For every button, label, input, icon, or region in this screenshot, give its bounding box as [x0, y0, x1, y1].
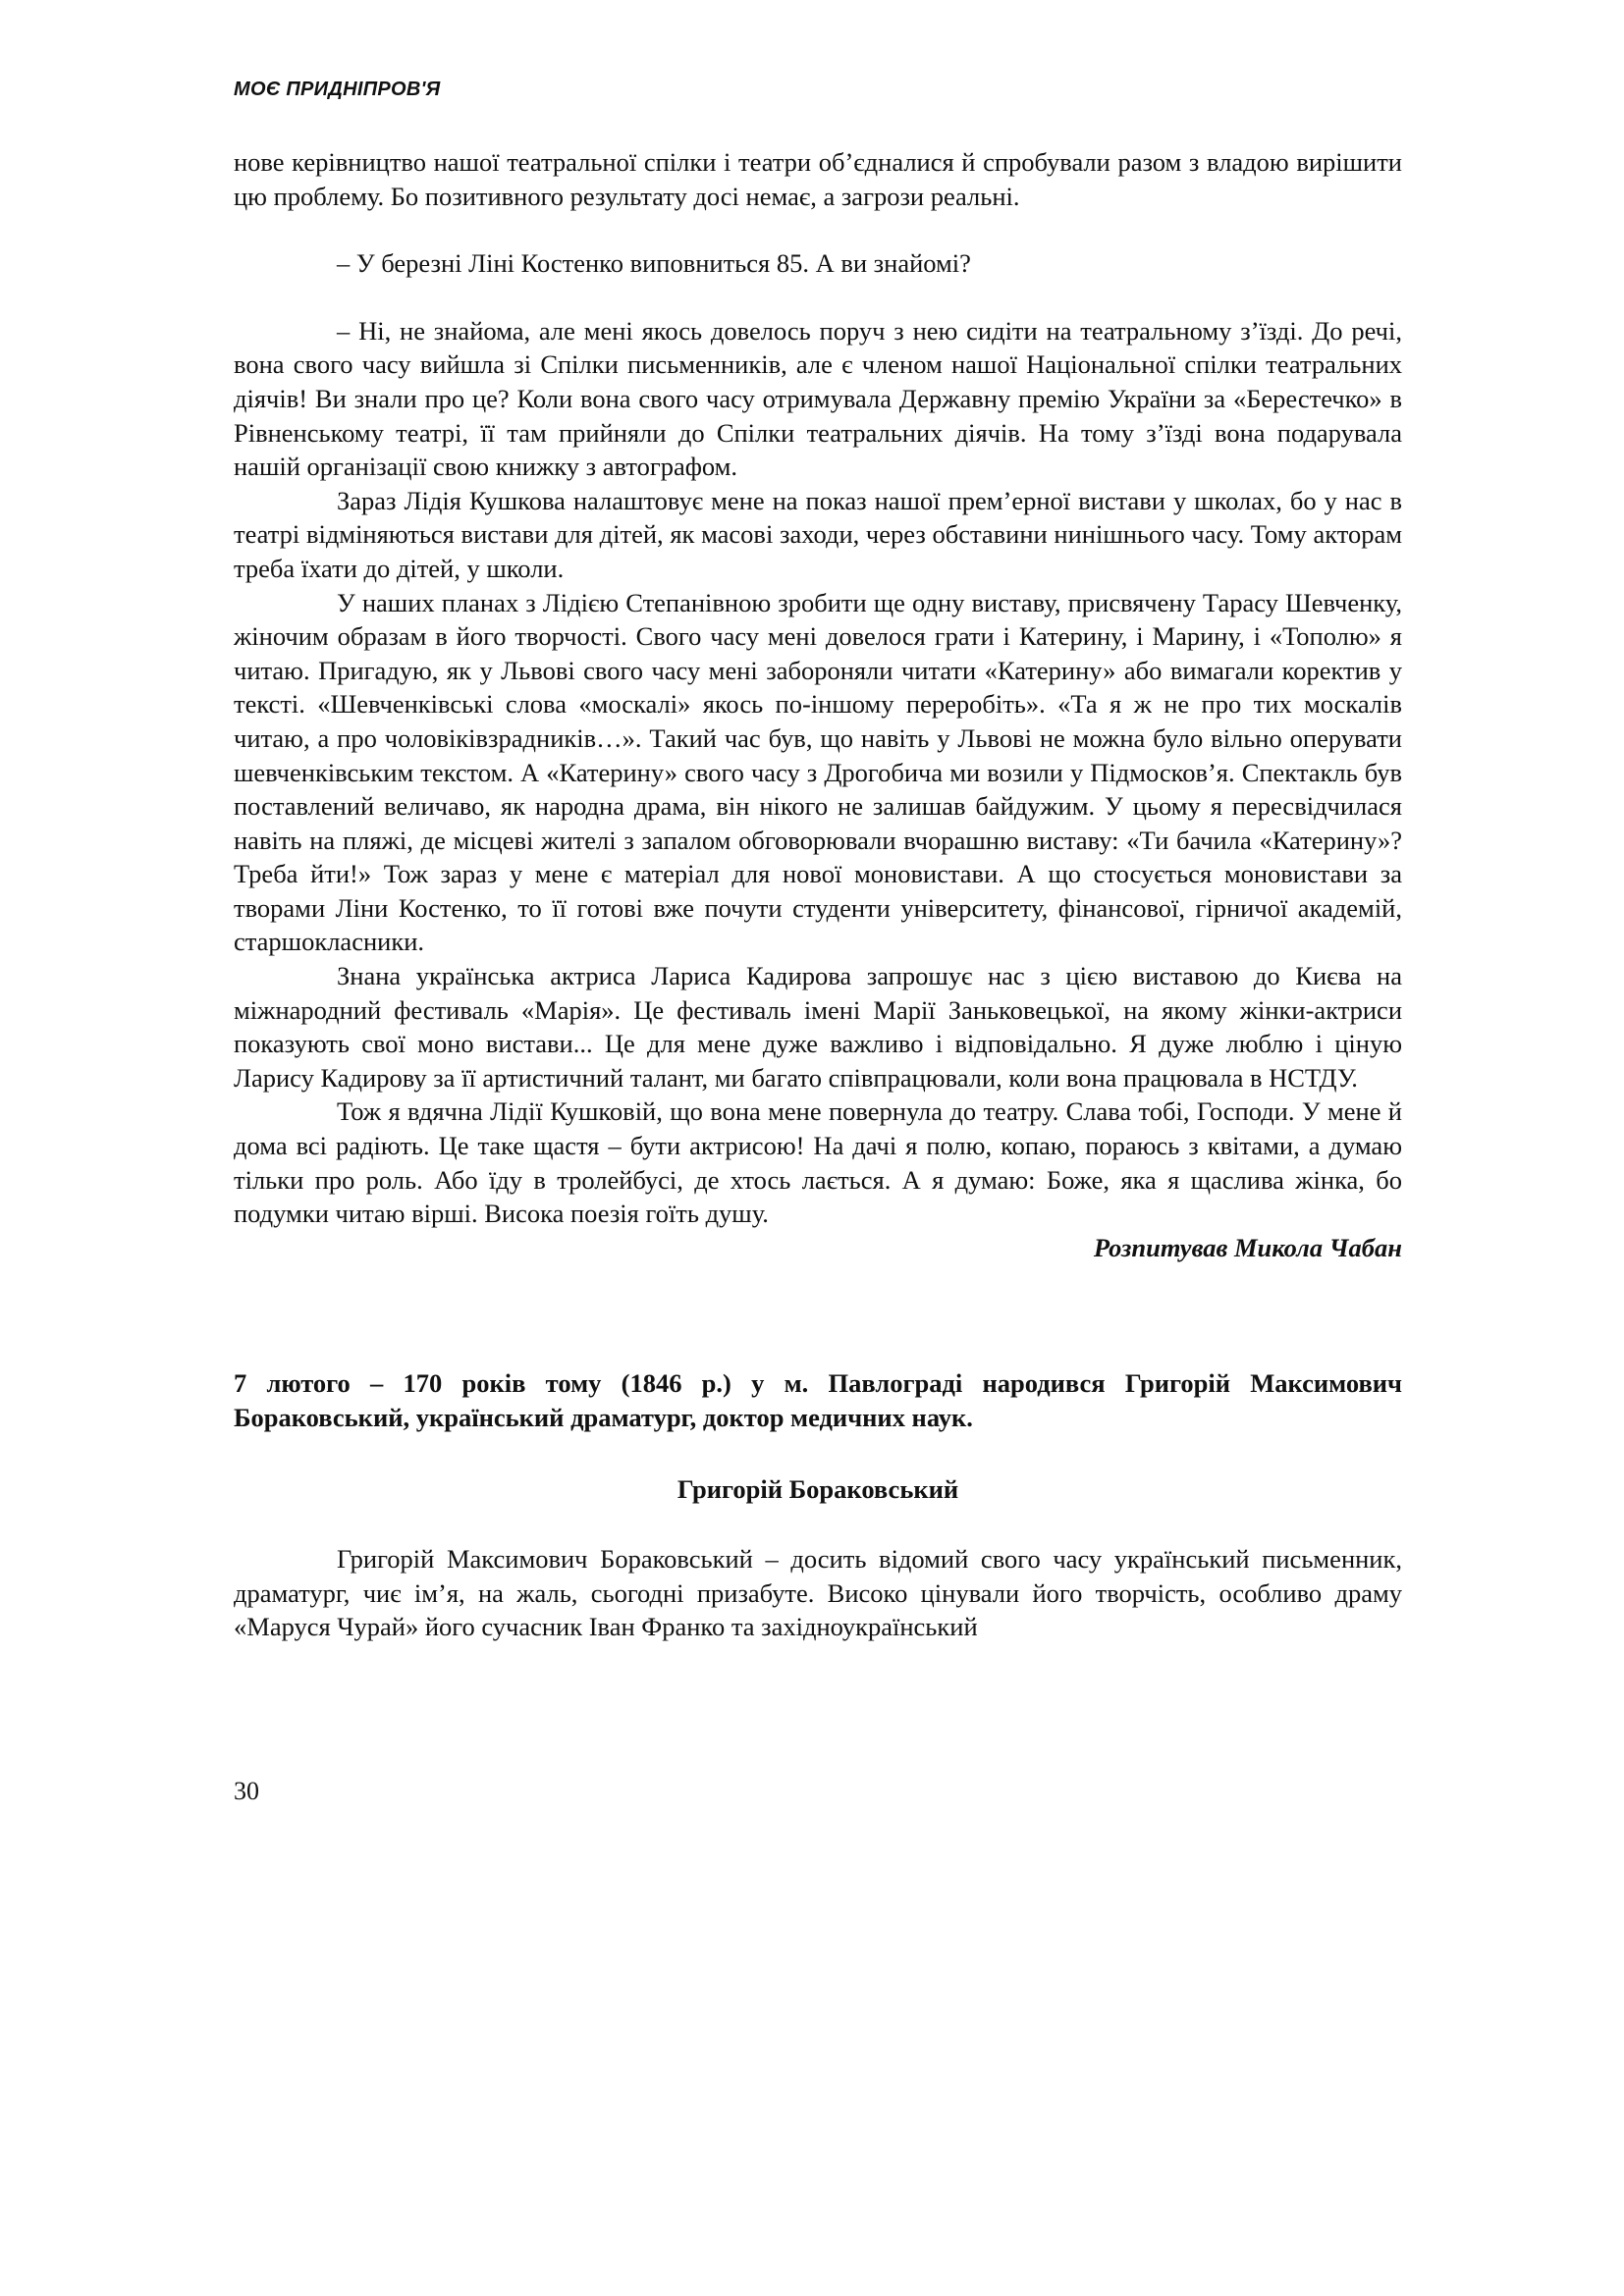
author-signature: Розпитував Микола Чабан	[1093, 1232, 1402, 1262]
interview-paragraph-6: Тож я вдячна Лідії Кушковій, що вона мене повернула до театру. Слава тобі, Господи. У мене й дома всі радіють. Це таке щастя – бути актрисою! На дачі я полю, копаю, пораюсь з квітами, а думаю тільки про роль. Або їду в тролейбусі, де хтось лається. А я думаю: Боже, яка я щаслива жінка, бо подумки читаю вірші. Висока поезія гоїть душу.	[234, 1096, 1402, 1229]
main-text	[234, 145, 1402, 1644]
article-title: Григорій Бораковський	[677, 1473, 959, 1504]
interview-paragraph-1: нове керівництво нашої театральної спілки і театри об’єдналися й спробували разом з владою вирішити цю проблему. Бо позитивного результату досі немає, а загрози реальні.	[234, 147, 1402, 211]
page-number: 30	[234, 1777, 259, 1805]
running-header: МОЄ ПРИДНІПРОВ'Я	[234, 79, 441, 100]
interview-paragraph-3: Зараз Лідія Кушкова налаштовує мене на показ нашої прем’ерної вистави у школах, бо у нас в театрі відміняються вистави для дітей, як масові заходи, через обставини нинішнього часу. Тому акторам треба їхати до дітей, у школи.	[234, 485, 1402, 583]
anniversary-announcement: 7 лютого – 170 років тому (1846 р.) у м. Павлограді народився Григорій Максимович Бораковський, український драматург, доктор медичних наук.	[234, 1368, 1402, 1432]
interview-paragraph-4: У наших планах з Лідією Степанівною зробити ще одну виставу, присвячену Тарасу Шевченку, жіночим образам в його творчості. Свого часу мені довелося грати і Катерину, і Марину, і «Тополю» я читаю. Пригадую, як у Львові свого часу мені забороняли читати «Катерину» або вимагали коректив у тексті. «Шевченківські слова «москалі» якось по-іншому переробіть». «Та я ж не про тих москалів читаю, а про чоловіківзрадників…». Такий час був, що навіть у Львові не можна було вільно оперувати шевченківським текстом. А «Катерину» свого часу з Дрогобича ми возили у Підмосков’я. Спектакль був поставлений величаво, як народна драма, він нікого не залишав байдужим. У цьому я пересвідчилася навіть на пляжі, де місцеві жителі з запалом обговорювали вчорашню виставу: «Ти бачила «Катерину»? Треба йти!» Тож зараз у мене є матеріал для нової моновистави. А що стосується моновистави за творами Ліни Костенко, то її готові вже почути студенти університету, фінансової, гірничої академій, старшокласники.	[234, 587, 1402, 957]
article-paragraph-1: Григорій Максимович Бораковський – досить відомий свого часу український письменник, драматург, чиє ім’я, на жаль, сьогодні призабуте. Високо цінували його творчість, особливо драму «Маруся Чурай» його сучасник Іван Франко та західноукраїнський	[234, 1544, 1402, 1642]
interview-question: – У березні Ліні Костенко виповниться 85. А ви знайомі?	[337, 248, 971, 279]
interview-paragraph-5: Знана українська актриса Лариса Кадирова запрошує нас з цією виставою до Києва на міжнародний фестиваль «Марія». Це фестиваль імені Марії Заньковецької, на якому жінки-актриси показують свої моно вистави... Це для мене дуже важливо і відповідально. Я дуже люблю і ціную Ларису Кадирову за її артистичний талант, ми багато співпрацювали, коли вона працювала в НСТДУ.	[234, 961, 1402, 1093]
interview-paragraph-2: – Ні, не знайома, але мені якось довелось поруч з нею сидіти на театральному з’їзді. До речі, вона свого часу вийшла зі Спілки письменників, але є членом нашої Національної спілки театральних діячів! Ви знали про це? Коли вона свого часу отримувала Державну премію України за «Берестечко» в Рівненському театрі, її там прийняли до Спілки театральних діячів. На тому з’їзді вона подарувала нашій організації свою книжку з автографом.	[234, 315, 1402, 482]
